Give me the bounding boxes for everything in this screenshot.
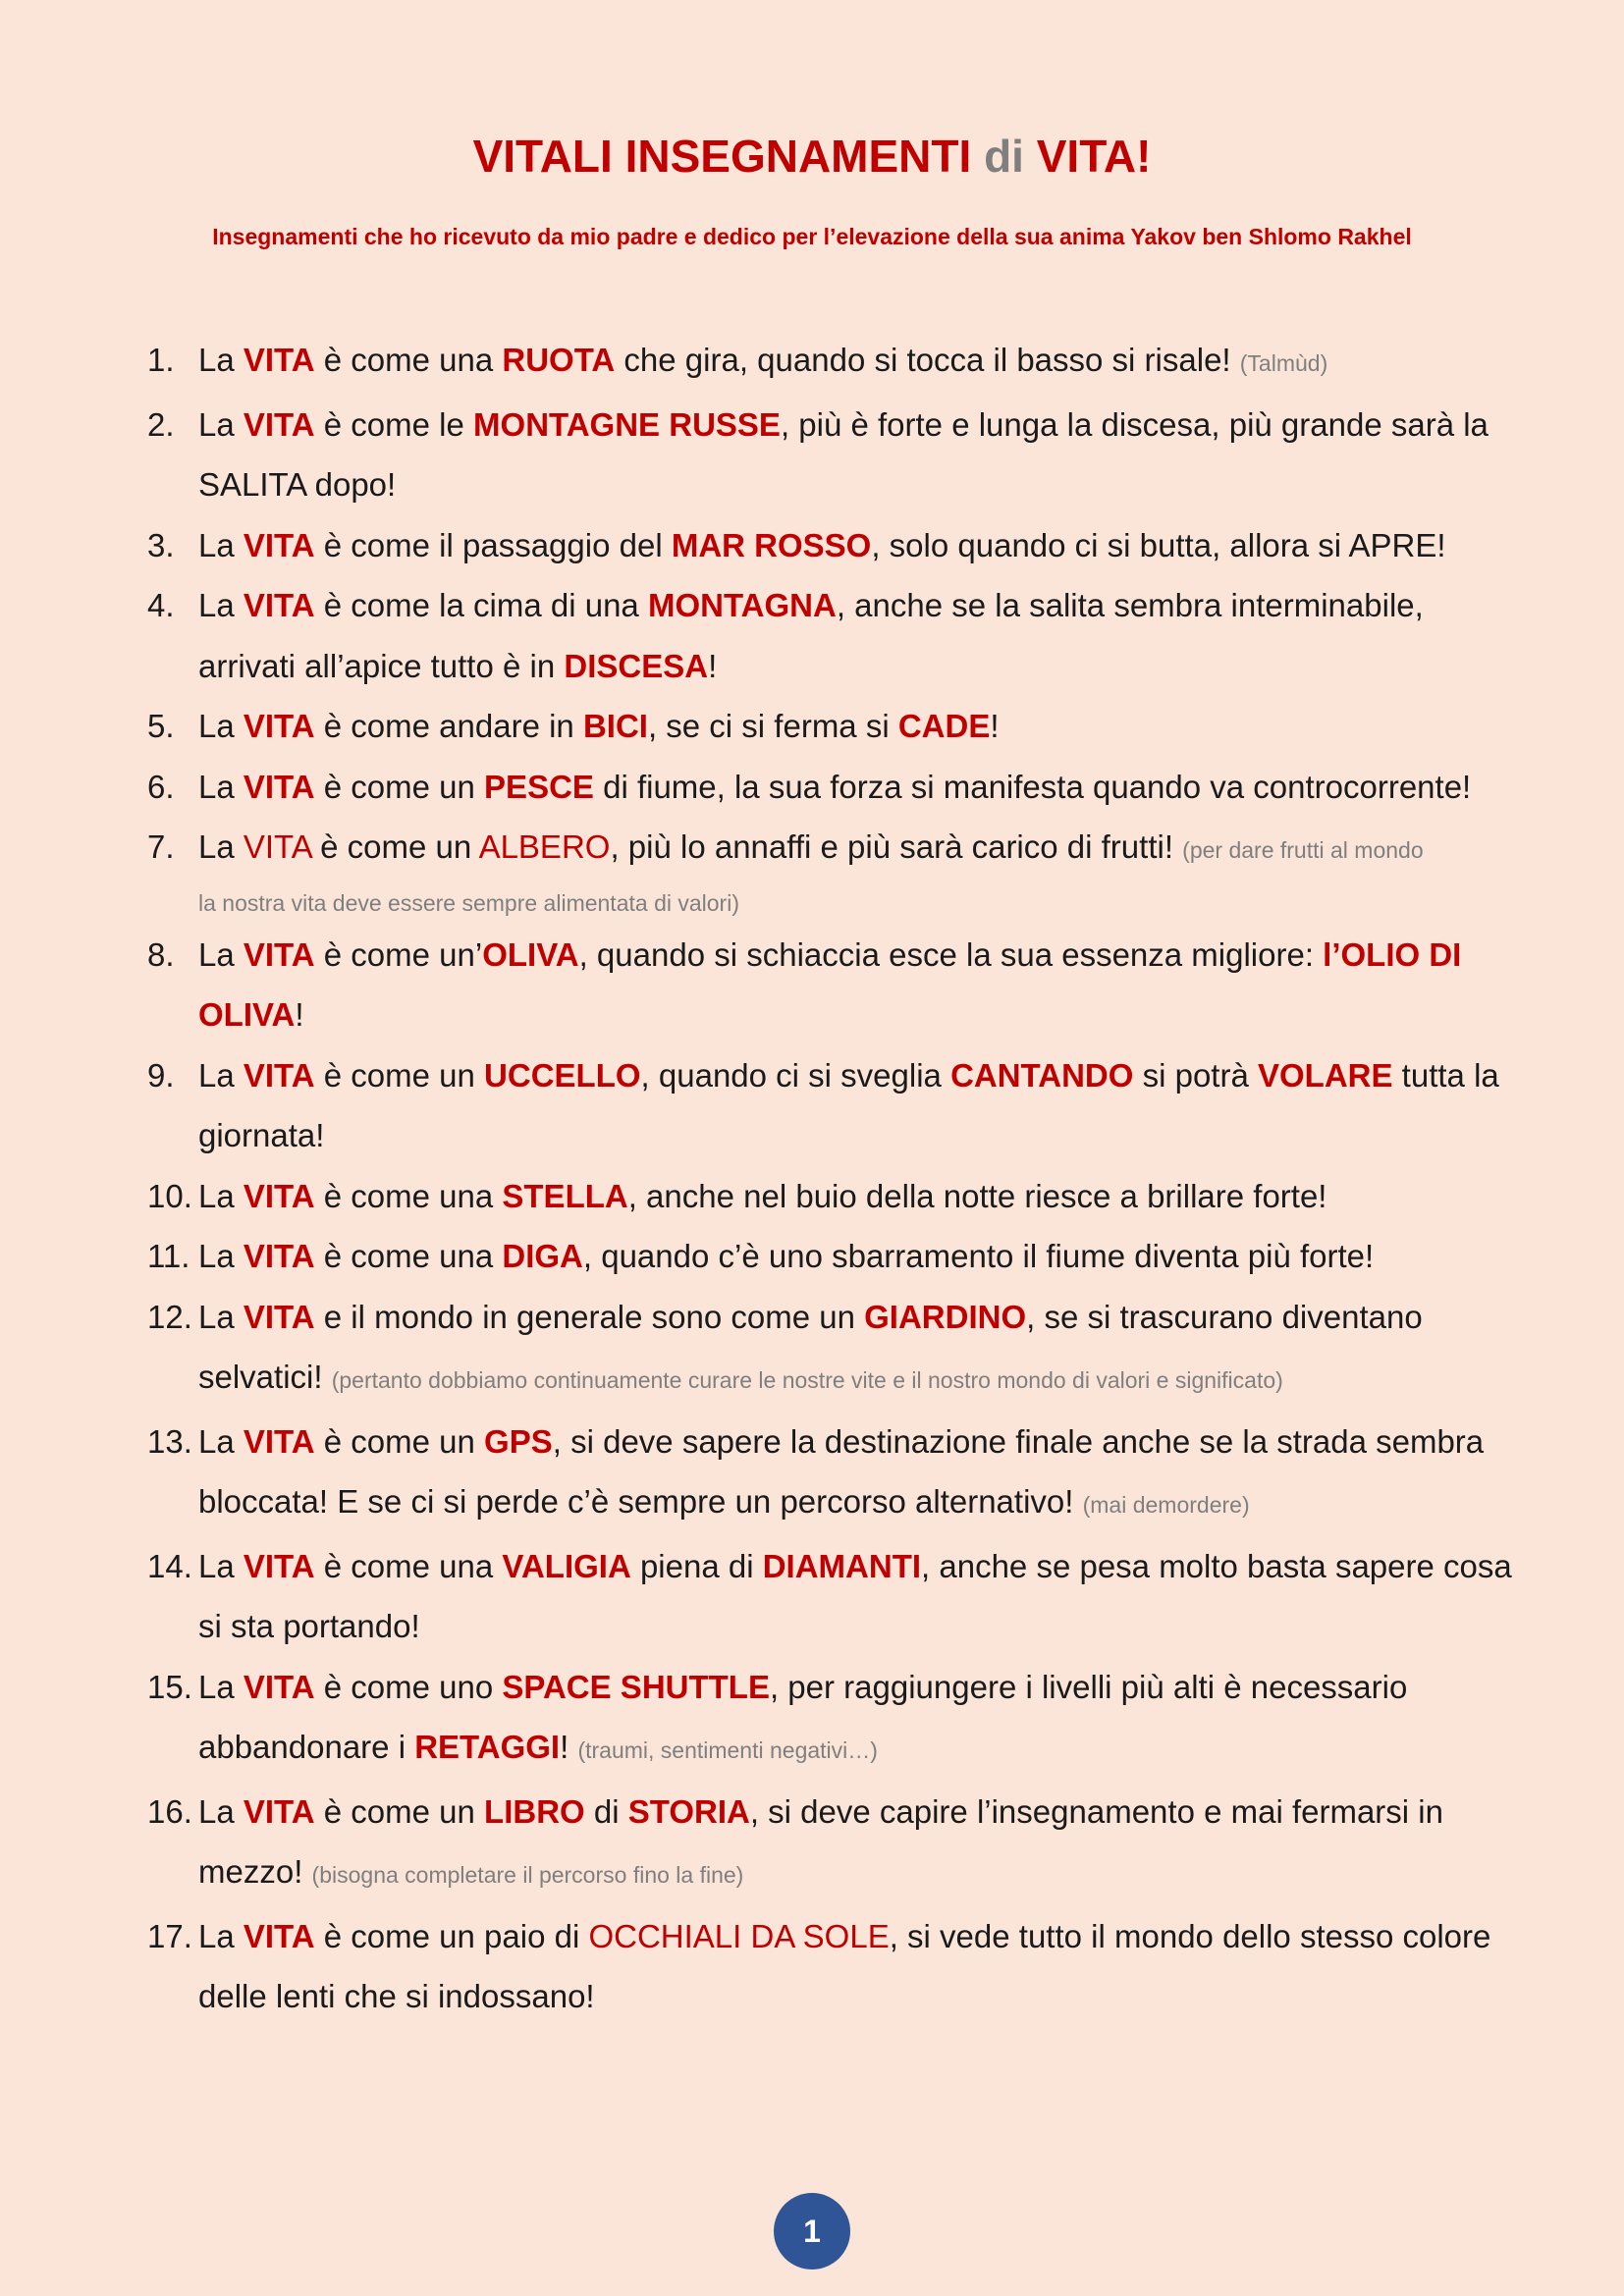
highlight-bold: MAR ROSSO <box>671 526 872 563</box>
body-text: è come una <box>314 1238 503 1274</box>
body-text: è come una <box>314 342 503 378</box>
list-item <box>147 1536 1522 1657</box>
list-item <box>147 925 1522 1045</box>
list-item <box>147 575 1522 696</box>
body-text: è come le <box>314 405 474 443</box>
highlight-bold: VITA <box>243 342 315 378</box>
list-item-number: 11. <box>147 1238 190 1274</box>
body-text: La <box>198 342 244 378</box>
highlight-bold: VITA <box>243 1917 315 1954</box>
note-text: (pertanto dobbiamo continuamente curare le nostre vite e il nostro mondo di valori e significato) <box>331 1367 1283 1393</box>
body-text: La <box>198 1177 244 1214</box>
list-item <box>147 1906 1522 2027</box>
highlight-bold: VITA <box>243 768 315 805</box>
highlight-bold: VITA <box>243 405 315 443</box>
body-text: si potrà <box>1133 1056 1258 1094</box>
page-title <box>0 130 1624 184</box>
body-text: è come uno <box>314 1668 503 1705</box>
highlight-bold: OLIVA <box>482 935 579 973</box>
note-text: (bisogna completare il percorso fino la fine) <box>311 1862 744 1888</box>
highlight-bold: RUOTA <box>502 342 616 378</box>
body-text: La <box>198 828 244 865</box>
list-item <box>147 1657 1522 1782</box>
highlight-bold: LIBRO <box>484 1792 585 1830</box>
body-text: , anche nel buio della notte riesce a brillare forte! <box>627 1177 1327 1214</box>
list-item <box>147 696 1522 757</box>
highlight-bold: VITA <box>243 1298 315 1335</box>
body-text: di fiume, la sua forza si manifesta quando va controcorrente! <box>593 768 1472 805</box>
highlight-bold: CANTANDO <box>950 1056 1134 1094</box>
list-item-number: 10. <box>147 1177 192 1214</box>
body-text: , quando c’è uno sbarramento il fiume diventa più forte! <box>582 1238 1375 1274</box>
body-text: che gira, quando si tocca il basso si risale! <box>615 342 1240 378</box>
highlight-bold: VOLARE <box>1258 1056 1393 1094</box>
list-item <box>147 1226 1522 1287</box>
list-item <box>147 1045 1522 1166</box>
body-text: , quando ci si sveglia <box>640 1056 951 1094</box>
highlight-bold: STORIA <box>627 1792 750 1830</box>
list-item-number: 13. <box>147 1422 192 1460</box>
highlight-bold: VITA <box>243 1422 315 1460</box>
list-item-number: 4. <box>147 587 175 623</box>
highlight-bold: VITA <box>243 1056 315 1094</box>
list-item <box>147 757 1522 818</box>
body-text: , si vede tutto il mondo dello stesso colore delle lenti che si indossano! <box>198 1917 1491 2014</box>
body-text: , anche se pesa molto basta sapere cosa si sta portando! <box>198 1547 1512 1644</box>
list-item <box>147 1412 1522 1536</box>
body-text: è come un <box>314 1422 485 1460</box>
list-item-number: 14. <box>147 1547 192 1584</box>
body-text: , più lo annaffi e più sarà carico di frutti! <box>610 828 1183 865</box>
body-text: , più è forte e lunga la discesa, più grande sarà la SALITA dopo! <box>198 405 1489 503</box>
body-text: La <box>198 1668 244 1705</box>
body-text: , anche se la salita sembra interminabile, arrivati all’apice tutto è in <box>198 587 1424 684</box>
list-item-number: 16. <box>147 1792 192 1830</box>
list-item-number: 5. <box>147 708 175 744</box>
list-item-number: 1. <box>147 342 175 378</box>
body-text: La <box>198 1917 244 1954</box>
list-item <box>147 1782 1522 1906</box>
list-item-number: 6. <box>147 768 175 805</box>
body-text: La <box>198 768 244 805</box>
body-text: è come il passaggio del <box>314 526 672 563</box>
body-text: è come un <box>314 768 485 805</box>
list-item <box>147 1166 1522 1227</box>
note-text: (mai demordere) <box>1082 1492 1250 1518</box>
highlight-bold: RETAGGI <box>414 1729 561 1765</box>
body-text: La <box>198 708 244 744</box>
highlight-bold: l’OLIO DI OLIVA <box>198 935 1462 1033</box>
body-text: , se ci si ferma si <box>647 708 898 744</box>
title-part-3: VITA! <box>1023 131 1152 182</box>
highlight-bold: VITA <box>243 1177 315 1214</box>
body-text: è come un <box>314 1056 485 1094</box>
body-text: La <box>198 526 244 563</box>
body-text: e il mondo in generale sono come un <box>314 1298 865 1335</box>
highlight-bold: CADE <box>897 708 991 744</box>
note-text: la nostra vita deve essere sempre alimentata di valori) <box>198 889 739 916</box>
body-text: è come un <box>314 1792 485 1830</box>
note-text: (per dare frutti al mondo <box>1182 837 1424 863</box>
highlight-bold: VITA <box>243 708 315 744</box>
body-text: ! <box>708 647 718 684</box>
list-item <box>147 330 1522 395</box>
highlight-bold: VALIGIA <box>502 1547 631 1584</box>
highlight-bold: VITA <box>243 935 315 973</box>
list-item-number: 3. <box>147 526 175 563</box>
highlight-bold: VITA <box>243 587 315 623</box>
body-text: ! <box>560 1729 578 1765</box>
body-text: è come un <box>310 828 479 865</box>
highlight-bold: MONTAGNA <box>647 587 837 623</box>
body-text: ! <box>295 996 304 1033</box>
body-text: La <box>198 935 244 973</box>
body-text: di <box>584 1792 628 1830</box>
highlight-bold: VITA <box>243 1547 315 1584</box>
list-item-number: 17. <box>147 1917 192 1954</box>
body-text: La <box>198 1792 244 1830</box>
body-text: è come un paio di <box>314 1917 589 1954</box>
highlight-bold: VITA <box>243 526 315 563</box>
list-item-number: 7. <box>147 828 175 865</box>
body-text: , se si trascurano diventano selvatici! <box>198 1298 1423 1395</box>
list-item <box>147 1287 1522 1412</box>
body-text: piena di <box>630 1547 763 1584</box>
page-number: 1 <box>803 2213 821 2249</box>
highlight-bold: BICI <box>582 708 648 744</box>
list-item-number: 12. <box>147 1298 192 1335</box>
title-part-1: VITALI INSEGNAMENTI <box>472 131 985 182</box>
lessons-list <box>147 330 1522 2027</box>
body-text: La <box>198 405 244 443</box>
body-text: , si deve capire l’insegnamento e mai fermarsi in mezzo! <box>198 1792 1443 1890</box>
body-text: è come una <box>314 1177 503 1214</box>
body-text: La <box>198 1547 244 1584</box>
highlight-bold: PESCE <box>484 768 594 805</box>
body-text: La <box>198 1422 244 1460</box>
body-text: La <box>198 1056 244 1094</box>
body-text: è come la cima di una <box>314 587 648 623</box>
note-text: (Talmùd) <box>1239 350 1328 376</box>
body-text: tutta la giornata! <box>198 1056 1499 1153</box>
body-text: è come andare in <box>314 708 583 744</box>
highlight-regular: VITA <box>243 828 311 865</box>
highlight-regular: ALBERO <box>478 828 611 865</box>
subtitle: Insegnamenti che ho ricevuto da mio padre e dedico per l’elevazione della sua anima Yakov ben Shlomo Rakhel <box>212 224 1412 249</box>
body-text: , quando si schiaccia esce la sua essenza migliore: <box>578 935 1324 973</box>
list-item <box>147 395 1522 515</box>
highlight-bold: STELLA <box>502 1177 628 1214</box>
list-item-number: 15. <box>147 1668 192 1705</box>
page-number-badge <box>774 2193 850 2269</box>
list-item-number: 2. <box>147 405 175 443</box>
highlight-bold: MONTAGNE RUSSE <box>473 405 781 443</box>
body-text: La <box>198 1298 244 1335</box>
highlight-bold: GIARDINO <box>864 1298 1027 1335</box>
body-text: è come un’ <box>314 935 483 973</box>
highlight-bold: DISCESA <box>564 647 709 684</box>
highlight-regular: OCCHIALI DA SOLE <box>588 1917 890 1954</box>
body-text: La <box>198 1238 244 1274</box>
highlight-bold: VITA <box>243 1238 315 1274</box>
highlight-bold: SPACE SHUTTLE <box>502 1668 770 1705</box>
highlight-bold: DIAMANTI <box>762 1547 922 1584</box>
body-text: , si deve sapere la destinazione finale anche se la strada sembra bloccata! E se ci si perde c’è sempre un percorso alternativo! <box>198 1422 1485 1520</box>
highlight-bold: VITA <box>243 1668 315 1705</box>
list-item <box>147 515 1522 576</box>
body-text: è come una <box>314 1547 503 1584</box>
note-text: (traumi, sentimenti negativi…) <box>577 1737 878 1763</box>
highlight-bold: VITA <box>243 1792 315 1830</box>
list-item <box>147 817 1522 925</box>
body-text: , per raggiungere i livelli più alti è necessario abbandonare i <box>198 1668 1408 1765</box>
highlight-bold: GPS <box>484 1422 553 1460</box>
highlight-bold: DIGA <box>502 1238 583 1274</box>
list-item-number: 8. <box>147 935 175 973</box>
body-text: , solo quando ci si butta, allora si APRE! <box>871 526 1446 563</box>
body-text: ! <box>990 708 1000 744</box>
title-part-2: di <box>984 131 1024 182</box>
body-text: La <box>198 587 244 623</box>
list-item-number: 9. <box>147 1056 175 1094</box>
highlight-bold: UCCELLO <box>484 1056 641 1094</box>
